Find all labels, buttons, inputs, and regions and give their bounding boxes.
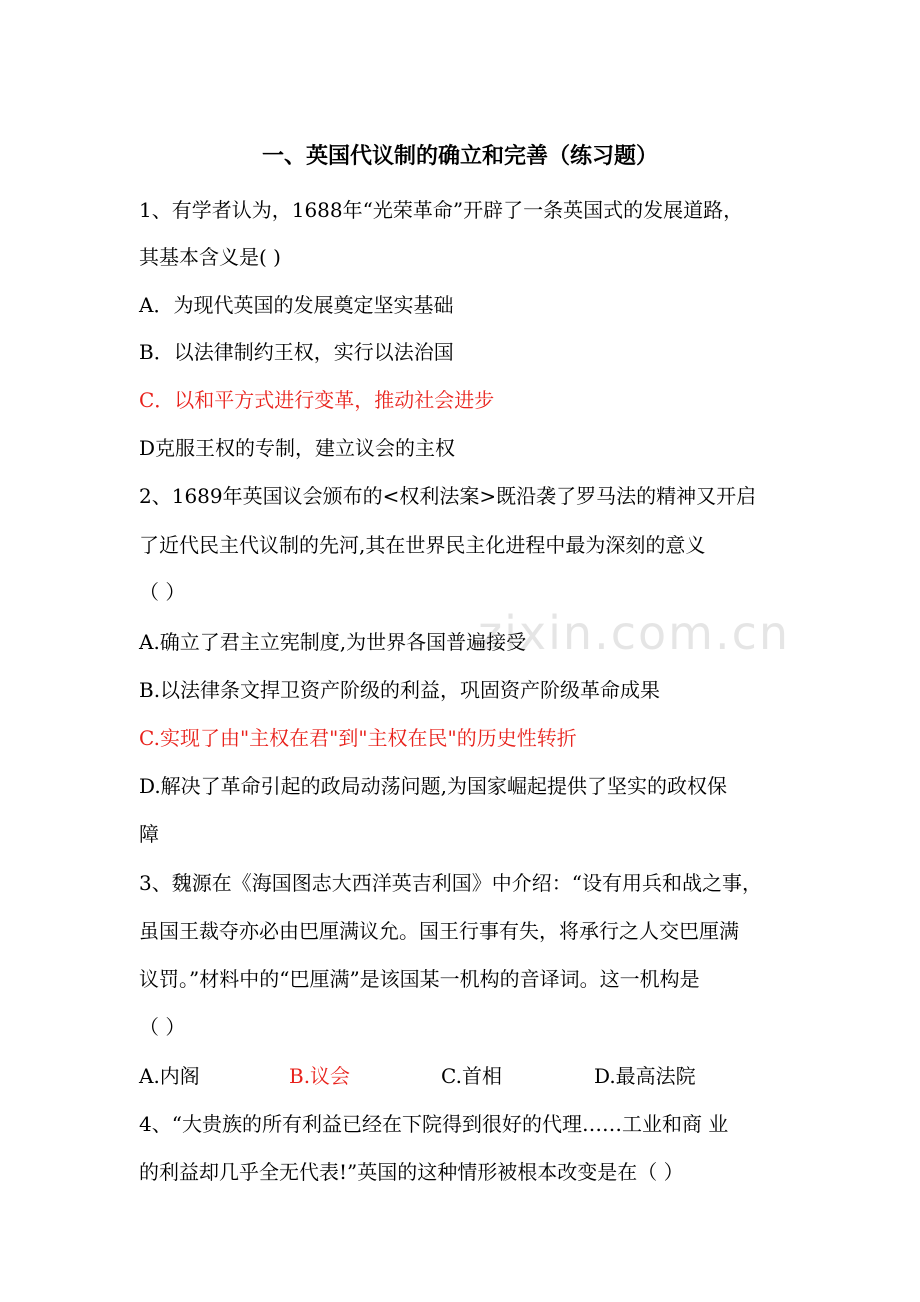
watermark: zixin.com.cn	[478, 606, 791, 660]
q2-stem-line-3: （ ）	[139, 580, 186, 604]
q2-option-a: A.确立了君主立宪制度,为世界各国普遍接受	[139, 630, 527, 654]
q1-option-a: A．为现代英国的发展奠定坚实基础	[139, 293, 454, 317]
q3-option-c: C.首相	[441, 1064, 502, 1088]
q1-option-c-answer: C．以和平方式进行变革，推动社会进步	[139, 388, 495, 412]
q3-option-d: D.最高法院	[594, 1064, 696, 1088]
worksheet-title: 一、英国代议制的确立和完善（练习题）	[261, 143, 658, 169]
q4-stem-line-2: 的利益却几乎全无代表!”英国的这种情形被根本改变是在（ ）	[139, 1160, 684, 1184]
q1-option-b: B．以法律制约王权，实行以法治国	[139, 340, 454, 364]
q3-option-b-answer: B.议会	[289, 1064, 351, 1088]
q3-stem-line-2: 虽国王裁夺亦必由巴厘满议允。国王行事有失，将承行之人交巴厘满	[139, 919, 739, 943]
q3-stem-line-4: （ ）	[139, 1015, 186, 1039]
q3-option-a: A.内阁	[139, 1064, 200, 1088]
q2-option-b: B.以法律条文捍卫资产阶级的利益，巩固资产阶级革命成果	[139, 678, 661, 702]
q4-stem-line-1: 4、“大贵族的所有利益已经在下院得到很好的代理……工业和商 业	[139, 1112, 729, 1136]
q2-stem-line-1: 2、1689年英国议会颁布的<权利法案>既沿袭了罗马法的精神又开启	[139, 484, 757, 508]
q1-stem-line-1: 1、有学者认为，1688年“光荣革命”开辟了一条英国式的发展道路，	[139, 198, 744, 222]
q1-stem-line-2: 其基本含义是( )	[139, 245, 281, 269]
q3-stem-line-3: 议罚。”材料中的“巴厘满”是该国某一机构的音译词。这一机构是	[139, 967, 700, 991]
q2-option-c-answer: C.实现了由"主权在君"到"主权在民"的历史性转折	[139, 726, 577, 750]
q1-option-d: D克服王权的专制，建立议会的主权	[139, 436, 456, 460]
q2-option-d-continued: 障	[139, 822, 159, 846]
q2-option-d: D.解决了革命引起的政局动荡问题,为国家崛起提供了坚实的政权保	[139, 774, 728, 798]
q3-stem-line-1: 3、魏源在《海国图志大西洋英吉利国》中介绍：“设有用兵和战之事，	[139, 871, 762, 895]
q2-stem-line-2: 了近代民主代议制的先河,其在世界民主化进程中最为深刻的意义	[139, 533, 706, 557]
